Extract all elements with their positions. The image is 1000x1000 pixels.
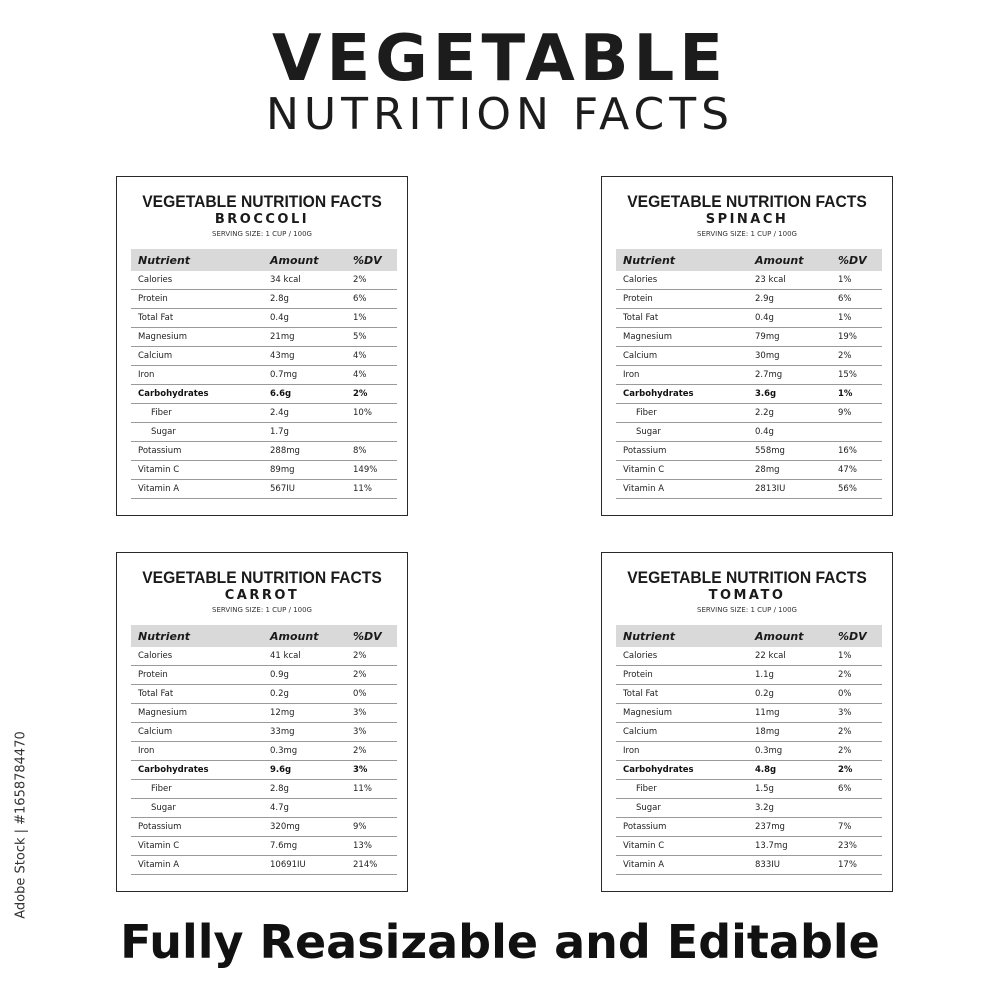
- dv-cell: 1%: [831, 309, 882, 328]
- amount-cell: 0.7mg: [263, 366, 346, 385]
- amount-cell: 7.6mg: [263, 837, 346, 856]
- table-row: [616, 271, 882, 290]
- amount-cell: 12mg: [263, 704, 346, 723]
- table-row: [131, 666, 397, 685]
- amount-cell: 2.9g: [748, 290, 831, 309]
- nutrient-cell: Vitamin C: [131, 837, 263, 856]
- nutrient-cell: Sugar: [131, 799, 263, 818]
- amount-cell: 2.2g: [748, 404, 831, 423]
- amount-cell: 2.7mg: [748, 366, 831, 385]
- nutrient-cell: Sugar: [616, 799, 748, 818]
- dv-cell: 2%: [346, 742, 397, 761]
- table-row: [616, 742, 882, 761]
- nutrition-table: [616, 249, 882, 499]
- amount-cell: 41 kcal: [263, 647, 346, 666]
- nutrient-cell: Carbohydrates: [131, 761, 263, 780]
- dv-cell: 11%: [346, 780, 397, 799]
- table-row: [131, 423, 397, 442]
- nutrient-cell: Calories: [131, 271, 263, 290]
- card-heading: VEGETABLE NUTRITION FACTS: [142, 568, 382, 587]
- nutrient-cell: Calcium: [131, 723, 263, 742]
- card-heading: VEGETABLE NUTRITION FACTS: [627, 568, 867, 587]
- dv-cell: 2%: [346, 271, 397, 290]
- dv-cell: 1%: [831, 647, 882, 666]
- dv-cell: 5%: [346, 328, 397, 347]
- nutrient-cell: Fiber: [131, 404, 263, 423]
- nutrient-cell: Protein: [131, 666, 263, 685]
- amount-cell: 2813IU: [748, 480, 831, 499]
- amount-cell: 10691IU: [263, 856, 346, 875]
- amount-cell: 0.9g: [263, 666, 346, 685]
- nutrient-cell: Calories: [131, 647, 263, 666]
- nutrition-card: [116, 552, 408, 892]
- table-row: [616, 347, 882, 366]
- table-header-row: [616, 625, 882, 647]
- vegetable-name: TOMATO: [708, 588, 786, 603]
- dv-cell: 4%: [346, 347, 397, 366]
- nutrient-cell: Magnesium: [131, 704, 263, 723]
- table-row: [131, 647, 397, 666]
- amount-cell: 3.2g: [748, 799, 831, 818]
- amount-cell: 1.7g: [263, 423, 346, 442]
- amount-cell: 237mg: [748, 818, 831, 837]
- amount-header: Amount: [263, 625, 346, 647]
- nutrient-cell: Vitamin A: [616, 480, 748, 499]
- amount-cell: 9.6g: [263, 761, 346, 780]
- amount-cell: 2.8g: [263, 780, 346, 799]
- amount-cell: 320mg: [263, 818, 346, 837]
- table-row: [616, 666, 882, 685]
- table-row: [616, 328, 882, 347]
- table-row: [131, 780, 397, 799]
- amount-cell: 34 kcal: [263, 271, 346, 290]
- table-row: [616, 309, 882, 328]
- amount-cell: 11mg: [748, 704, 831, 723]
- amount-cell: 13.7mg: [748, 837, 831, 856]
- amount-cell: 21mg: [263, 328, 346, 347]
- amount-header: Amount: [748, 625, 831, 647]
- amount-cell: 30mg: [748, 347, 831, 366]
- nutrient-cell: Carbohydrates: [616, 761, 748, 780]
- amount-cell: 2.8g: [263, 290, 346, 309]
- vegetable-name: SPINACH: [705, 212, 789, 227]
- stock-id-text: Adobe Stock | #1658784470: [13, 731, 29, 919]
- table-row: [131, 742, 397, 761]
- nutrition-card: [601, 552, 893, 892]
- amount-cell: 1.5g: [748, 780, 831, 799]
- dv-cell: 17%: [831, 856, 882, 875]
- amount-cell: 18mg: [748, 723, 831, 742]
- table-header-row: [131, 625, 397, 647]
- amount-cell: 43mg: [263, 347, 346, 366]
- nutrient-header: Nutrient: [616, 625, 748, 647]
- dv-cell: [831, 799, 882, 818]
- nutrient-cell: Vitamin A: [616, 856, 748, 875]
- nutrient-cell: Iron: [616, 366, 748, 385]
- nutrition-card: [116, 176, 408, 516]
- nutrient-cell: Calories: [616, 271, 748, 290]
- nutrition-table: [616, 625, 882, 875]
- nutrient-cell: Potassium: [131, 442, 263, 461]
- dv-cell: 56%: [831, 480, 882, 499]
- nutrient-header: Nutrient: [616, 249, 748, 271]
- table-row: [131, 347, 397, 366]
- dv-cell: 214%: [346, 856, 397, 875]
- nutrient-cell: Carbohydrates: [616, 385, 748, 404]
- dv-cell: 2%: [831, 347, 882, 366]
- table-header-row: [616, 249, 882, 271]
- amount-cell: 0.4g: [263, 309, 346, 328]
- dv-header: %DV: [831, 249, 882, 271]
- table-row: [616, 799, 882, 818]
- nutrient-header: Nutrient: [131, 625, 263, 647]
- nutrient-cell: Iron: [131, 742, 263, 761]
- sub-title: NUTRITION FACTS: [265, 89, 735, 140]
- dv-cell: 2%: [831, 666, 882, 685]
- dv-cell: 7%: [831, 818, 882, 837]
- nutrition-table: [131, 249, 397, 499]
- table-row: [616, 423, 882, 442]
- nutrition-table: [131, 625, 397, 875]
- nutrient-cell: Protein: [131, 290, 263, 309]
- dv-cell: 3%: [346, 704, 397, 723]
- dv-cell: 23%: [831, 837, 882, 856]
- table-row: [131, 328, 397, 347]
- dv-cell: 3%: [346, 723, 397, 742]
- nutrient-cell: Magnesium: [616, 328, 748, 347]
- footer-caption: Fully Reasizable and Editable: [120, 915, 880, 969]
- table-row: [131, 290, 397, 309]
- amount-cell: 0.4g: [748, 423, 831, 442]
- dv-cell: 2%: [346, 666, 397, 685]
- amount-cell: 567IU: [263, 480, 346, 499]
- nutrient-cell: Magnesium: [131, 328, 263, 347]
- dv-cell: [346, 799, 397, 818]
- dv-cell: 15%: [831, 366, 882, 385]
- table-row: [131, 461, 397, 480]
- nutrient-cell: Sugar: [131, 423, 263, 442]
- card-heading: VEGETABLE NUTRITION FACTS: [142, 192, 382, 211]
- dv-header: %DV: [831, 625, 882, 647]
- amount-cell: 28mg: [748, 461, 831, 480]
- table-row: [616, 442, 882, 461]
- dv-cell: 2%: [831, 742, 882, 761]
- table-row: [616, 723, 882, 742]
- nutrient-cell: Iron: [131, 366, 263, 385]
- amount-cell: 558mg: [748, 442, 831, 461]
- dv-cell: 1%: [831, 385, 882, 404]
- dv-cell: 3%: [831, 704, 882, 723]
- table-row: [131, 480, 397, 499]
- serving-size: SERVING SIZE: 1 CUP / 100G: [212, 606, 312, 614]
- dv-cell: 0%: [831, 685, 882, 704]
- nutrient-cell: Total Fat: [131, 309, 263, 328]
- table-row: [616, 856, 882, 875]
- table-row: [131, 818, 397, 837]
- table-row: [131, 271, 397, 290]
- nutrient-cell: Potassium: [131, 818, 263, 837]
- dv-cell: 13%: [346, 837, 397, 856]
- nutrient-cell: Protein: [616, 666, 748, 685]
- dv-cell: 9%: [346, 818, 397, 837]
- amount-cell: 23 kcal: [748, 271, 831, 290]
- vegetable-name: CARROT: [224, 588, 300, 603]
- amount-cell: 0.3mg: [748, 742, 831, 761]
- dv-cell: 4%: [346, 366, 397, 385]
- table-row: [616, 818, 882, 837]
- dv-cell: 149%: [346, 461, 397, 480]
- dv-cell: 6%: [346, 290, 397, 309]
- nutrient-cell: Vitamin C: [616, 837, 748, 856]
- amount-cell: 0.2g: [263, 685, 346, 704]
- nutrient-cell: Potassium: [616, 442, 748, 461]
- dv-header: %DV: [346, 249, 397, 271]
- nutrient-cell: Vitamin A: [131, 856, 263, 875]
- dv-cell: 6%: [831, 290, 882, 309]
- dv-cell: 3%: [346, 761, 397, 780]
- amount-cell: 3.6g: [748, 385, 831, 404]
- dv-cell: 2%: [831, 761, 882, 780]
- stock-watermark: [6, 731, 36, 919]
- table-row: [131, 761, 397, 780]
- dv-cell: 19%: [831, 328, 882, 347]
- table-row: [616, 704, 882, 723]
- nutrient-cell: Calcium: [131, 347, 263, 366]
- amount-cell: 22 kcal: [748, 647, 831, 666]
- nutrient-cell: Total Fat: [616, 685, 748, 704]
- nutrient-cell: Total Fat: [616, 309, 748, 328]
- card-heading: VEGETABLE NUTRITION FACTS: [627, 192, 867, 211]
- amount-cell: 0.4g: [748, 309, 831, 328]
- table-row: [131, 704, 397, 723]
- nutrient-cell: Protein: [616, 290, 748, 309]
- table-row: [616, 480, 882, 499]
- table-row: [131, 685, 397, 704]
- table-row: [131, 404, 397, 423]
- table-row: [616, 837, 882, 856]
- table-row: [616, 780, 882, 799]
- nutrient-cell: Potassium: [616, 818, 748, 837]
- table-row: [131, 366, 397, 385]
- dv-cell: 9%: [831, 404, 882, 423]
- nutrient-cell: Vitamin A: [131, 480, 263, 499]
- table-row: [616, 385, 882, 404]
- table-row: [131, 385, 397, 404]
- table-row: [616, 366, 882, 385]
- amount-cell: 89mg: [263, 461, 346, 480]
- table-row: [131, 799, 397, 818]
- table-row: [131, 837, 397, 856]
- amount-cell: 2.4g: [263, 404, 346, 423]
- dv-cell: [346, 423, 397, 442]
- table-row: [131, 856, 397, 875]
- serving-size: SERVING SIZE: 1 CUP / 100G: [697, 606, 797, 614]
- amount-cell: 33mg: [263, 723, 346, 742]
- dv-cell: 0%: [346, 685, 397, 704]
- dv-cell: 2%: [346, 647, 397, 666]
- amount-cell: 79mg: [748, 328, 831, 347]
- main-title: VEGETABLE: [272, 22, 728, 96]
- nutrition-card: [601, 176, 893, 516]
- amount-cell: 0.3mg: [263, 742, 346, 761]
- nutrient-cell: Total Fat: [131, 685, 263, 704]
- nutrient-cell: Fiber: [616, 404, 748, 423]
- nutrient-cell: Fiber: [616, 780, 748, 799]
- table-row: [616, 647, 882, 666]
- dv-cell: 11%: [346, 480, 397, 499]
- dv-header: %DV: [346, 625, 397, 647]
- nutrient-cell: Calcium: [616, 347, 748, 366]
- nutrient-cell: Vitamin C: [131, 461, 263, 480]
- dv-cell: 2%: [831, 723, 882, 742]
- table-row: [131, 309, 397, 328]
- nutrient-cell: Iron: [616, 742, 748, 761]
- nutrient-cell: Sugar: [616, 423, 748, 442]
- dv-cell: 47%: [831, 461, 882, 480]
- table-row: [616, 761, 882, 780]
- table-row: [616, 290, 882, 309]
- nutrient-cell: Calories: [616, 647, 748, 666]
- nutrient-cell: Vitamin C: [616, 461, 748, 480]
- vegetable-name: BROCCOLI: [214, 212, 310, 227]
- nutrient-cell: Calcium: [616, 723, 748, 742]
- serving-size: SERVING SIZE: 1 CUP / 100G: [212, 230, 312, 238]
- amount-cell: 833IU: [748, 856, 831, 875]
- table-row: [616, 404, 882, 423]
- nutrient-header: Nutrient: [131, 249, 263, 271]
- amount-header: Amount: [748, 249, 831, 271]
- dv-cell: 16%: [831, 442, 882, 461]
- dv-cell: 6%: [831, 780, 882, 799]
- nutrient-cell: Carbohydrates: [131, 385, 263, 404]
- table-row: [616, 685, 882, 704]
- dv-cell: 10%: [346, 404, 397, 423]
- nutrient-cell: Magnesium: [616, 704, 748, 723]
- nutrient-cell: Fiber: [131, 780, 263, 799]
- dv-cell: 1%: [346, 309, 397, 328]
- dv-cell: 1%: [831, 271, 882, 290]
- amount-cell: 4.8g: [748, 761, 831, 780]
- amount-cell: 1.1g: [748, 666, 831, 685]
- amount-cell: 4.7g: [263, 799, 346, 818]
- amount-cell: 6.6g: [263, 385, 346, 404]
- table-row: [616, 461, 882, 480]
- dv-cell: 8%: [346, 442, 397, 461]
- amount-cell: 0.2g: [748, 685, 831, 704]
- serving-size: SERVING SIZE: 1 CUP / 100G: [697, 230, 797, 238]
- table-row: [131, 442, 397, 461]
- amount-header: Amount: [263, 249, 346, 271]
- table-row: [131, 723, 397, 742]
- amount-cell: 288mg: [263, 442, 346, 461]
- table-header-row: [131, 249, 397, 271]
- dv-cell: 2%: [346, 385, 397, 404]
- dv-cell: [831, 423, 882, 442]
